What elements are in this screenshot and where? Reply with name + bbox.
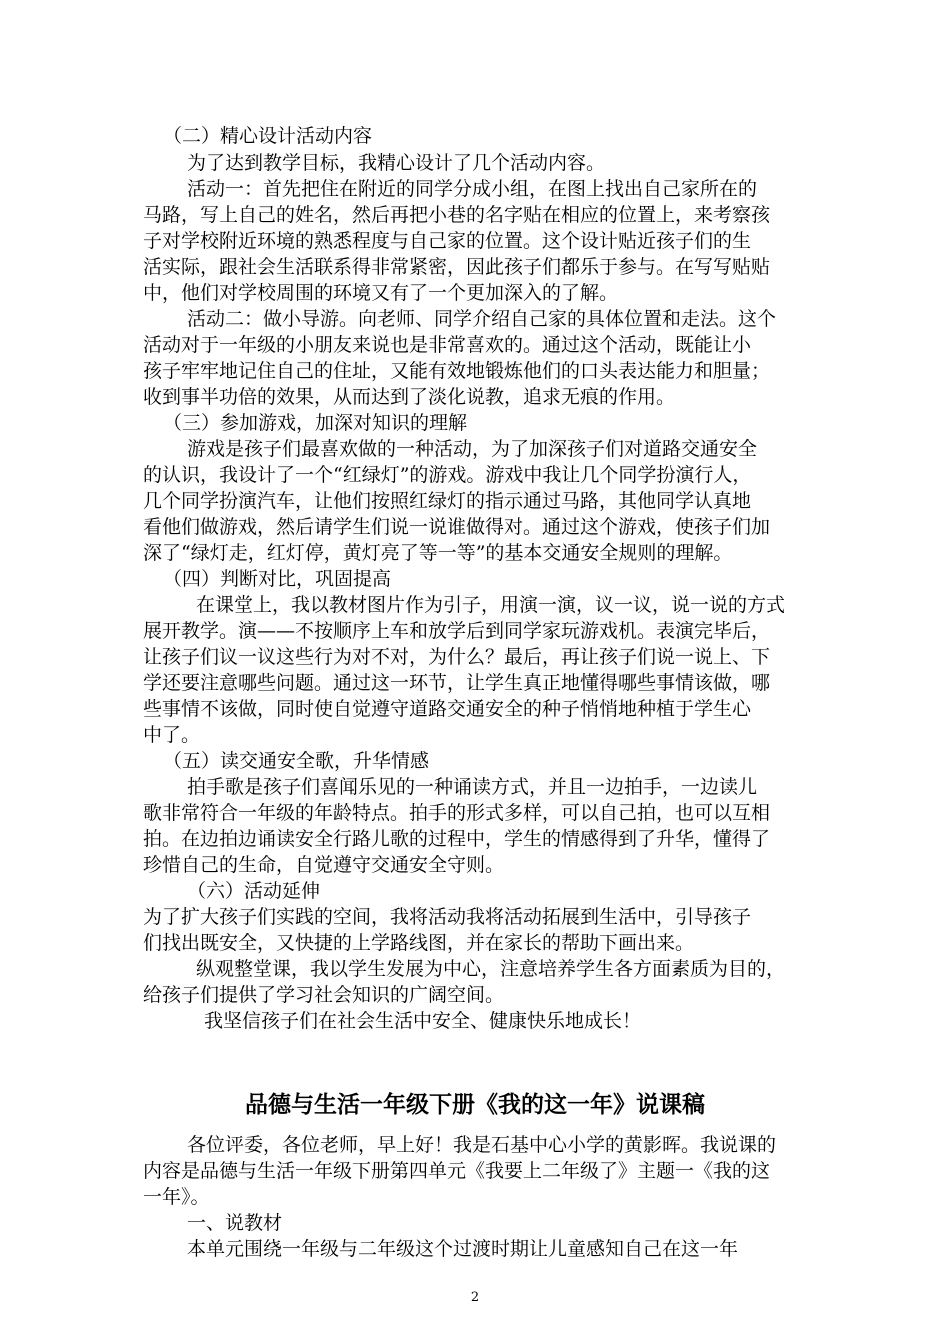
section-heading: 一、说教材 <box>187 1212 283 1234</box>
paragraph-line: 珍惜自己的生命，自觉遵守交通安全守则。 <box>143 854 505 876</box>
paragraph-line: 中，他们对学校周围的环境又有了一个更加深入的了解。 <box>143 282 619 304</box>
paragraph-line: 纵观整堂课，我以学生发展为中心，注意培养学生各方面素质为目的， <box>196 958 786 980</box>
section-heading: （三）参加游戏，加深对知识的理解 <box>163 412 468 434</box>
paragraph-line: 的认识，我设计了一个“红绿灯”的游戏。游戏中我让几个同学扮演行人， <box>143 464 752 486</box>
paragraph-line: 收到事半功倍的效果，从而达到了淡化说教，追求无痕的作用。 <box>143 386 676 408</box>
paragraph-line: 中了。 <box>143 724 201 746</box>
paragraph-line: 展开教学。演——不按顺序上车和放学后到同学家玩游戏机。表演完毕后， <box>143 620 771 642</box>
paragraph-line: 拍手歌是孩子们喜闻乐见的一种诵读方式，并且一边拍手，一边读儿 <box>187 776 758 798</box>
paragraph-line: 深了“绿灯走，红灯停，黄灯亮了等一等”的基本交通安全规则的理解。 <box>143 542 733 564</box>
paragraph-line: 我坚信孩子们在社会生活中安全、健康快乐地成长！ <box>204 1010 642 1032</box>
paragraph-line: 活动对于一年级的小朋友来说也是非常喜欢的。通过这个活动，既能让小 <box>143 334 752 356</box>
page-number: 2 <box>470 1290 480 1305</box>
paragraph-line: 让孩子们议一议这些行为对不对，为什么？最后，再让孩子们说一说上、下 <box>143 646 771 668</box>
section-heading: （六）活动延伸 <box>187 880 321 902</box>
paragraph-line: 些事情不该做，同时使自觉遵守道路交通安全的种子悄悄地种植于学生心 <box>143 698 752 720</box>
paragraph-line: 们找出既安全，又快捷的上学路线图，并在家长的帮助下画出来。 <box>143 932 695 954</box>
paragraph-line: 为了扩大孩子们实践的空间，我将活动我将活动拓展到生活中，引导孩子 <box>143 906 752 928</box>
paragraph-line: 各位评委，各位老师，早上好！我是石基中心小学的黄影晖。我说课的 <box>187 1134 777 1156</box>
paragraph-line: 几个同学扮演汽车，让他们按照红绿灯的指示通过马路，其他同学认真地 <box>143 490 752 512</box>
paragraph-line: 活实际，跟社会生活联系得非常紧密，因此孩子们都乐于参与。在写写贴贴 <box>143 256 771 278</box>
paragraph-line: 在课堂上，我以教材图片作为引子，用演一演，议一议，说一说的方式 <box>196 594 786 616</box>
paragraph-line: 游戏是孩子们最喜欢做的一种活动，为了加深孩子们对道路交通安全 <box>187 438 758 460</box>
section-heading: （四）判断对比，巩固提高 <box>163 568 392 590</box>
paragraph-line: 马路，写上自己的姓名，然后再把小巷的名字贴在相应的位置上，来考察孩 <box>143 204 771 226</box>
paragraph-line: 活动二：做小导游。向老师、同学介绍自己家的具体位置和走法。这个 <box>187 308 777 330</box>
paragraph-line: 本单元围绕一年级与二年级这个过渡时期让儿童感知自己在这一年 <box>187 1238 739 1260</box>
paragraph-line: 子对学校附近环境的熟悉程度与自己家的位置。这个设计贴近孩子们的生 <box>143 230 752 252</box>
paragraph-line: 为了达到教学目标，我精心设计了几个活动内容。 <box>187 152 606 174</box>
paragraph-line: 学还要注意哪些问题。通过这一环节，让学生真正地懂得哪些事情该做，哪 <box>143 672 771 694</box>
paragraph-line: 看他们做游戏，然后请学生们说一说谁做得对。通过这个游戏，使孩子们加 <box>143 516 771 538</box>
paragraph-line: 孩子牢牢地记住自己的住址，又能有效地锻炼他们的口头表达能力和胆量； <box>143 360 771 382</box>
paragraph-line: 给孩子们提供了学习社会知识的广阔空间。 <box>143 984 505 1006</box>
document-title: 品德与生活一年级下册《我的这一年》说课稿 <box>245 1091 705 1118</box>
paragraph-line: 拍。在边拍边诵读安全行路儿歌的过程中，学生的情感得到了升华，懂得了 <box>143 828 771 850</box>
paragraph-line: 活动一：首先把住在附近的同学分成小组，在图上找出自己家所在的 <box>187 178 758 200</box>
section-heading: （五）读交通安全歌，升华情感 <box>163 750 430 772</box>
paragraph-line: 内容是品德与生活一年级下册第四单元《我要上二年级了》主题一《我的这 <box>143 1160 771 1182</box>
paragraph-line: 歌非常符合一年级的年龄特点。拍手的形式多样，可以自己拍，也可以互相 <box>143 802 771 824</box>
section-heading: （二）精心设计活动内容 <box>163 125 373 147</box>
paragraph-line: 一年》。 <box>143 1186 210 1208</box>
